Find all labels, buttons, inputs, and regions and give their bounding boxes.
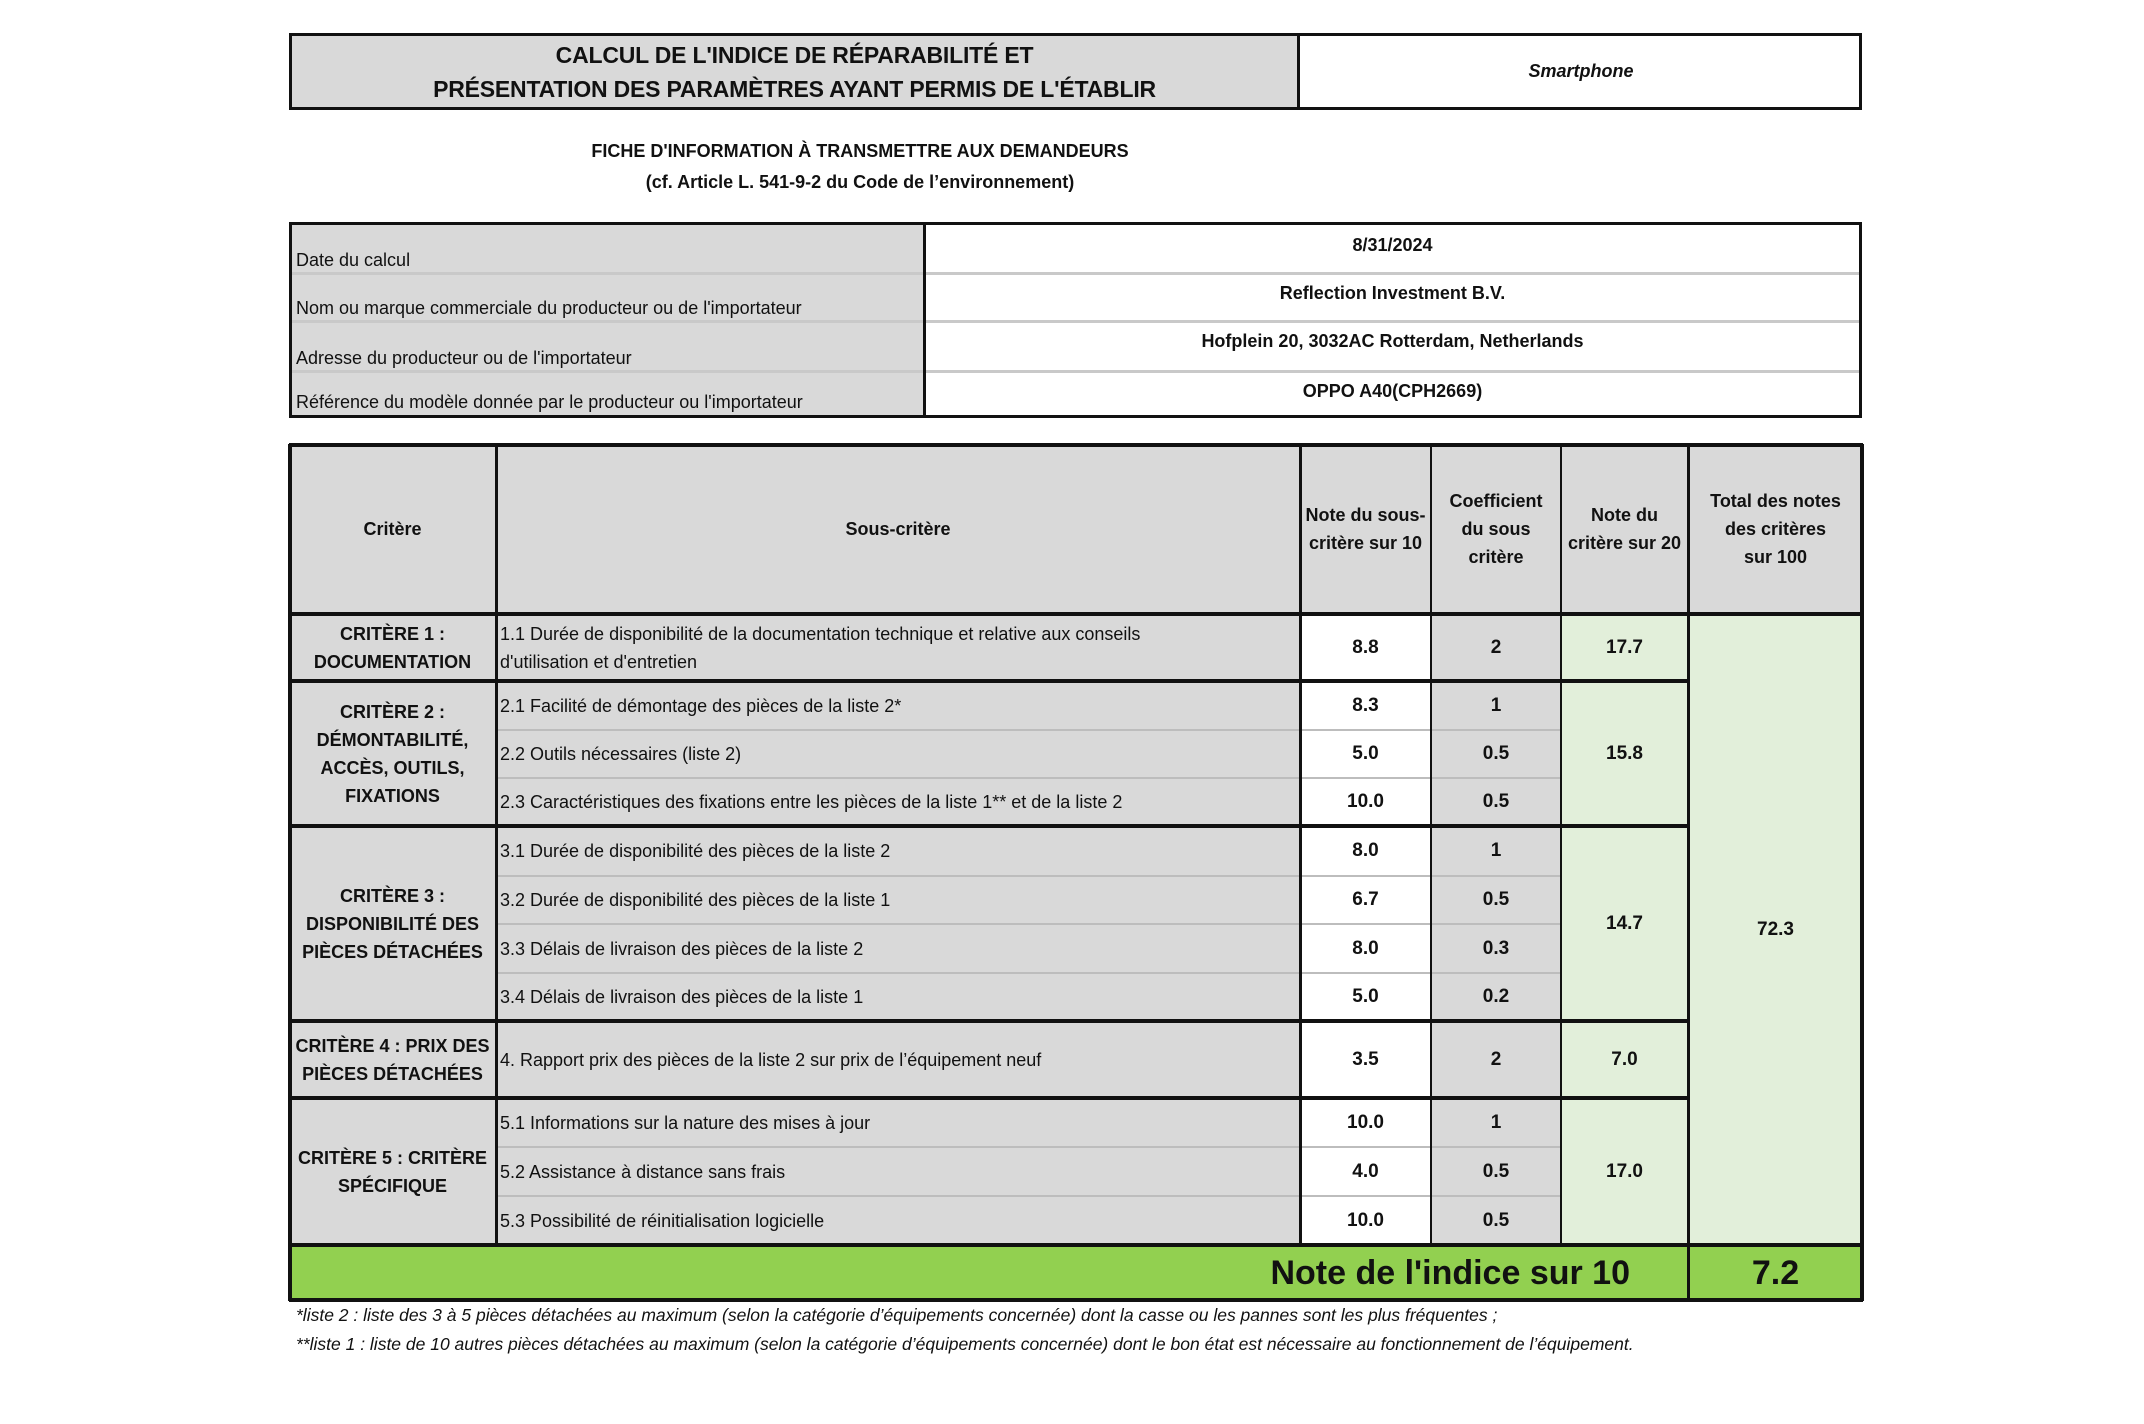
- subcriterion-text: 4. Rapport prix des pièces de la liste 2 sur prix de l’équipement neuf: [500, 1049, 1042, 1070]
- header-line: sur 100: [1743, 547, 1808, 567]
- criterion-label-line: SPÉCIFIQUE: [337, 1175, 448, 1196]
- subcriterion-coefficient: 2: [1431, 614, 1561, 681]
- subcriterion-label: [496, 730, 1300, 778]
- table-border: [495, 444, 498, 1245]
- subcriterion-text: 5.3 Possibilité de réinitialisation logicielle: [500, 1210, 825, 1231]
- criterion-label: [289, 1021, 496, 1098]
- header-criterion-score: [1561, 444, 1688, 614]
- criterion-label-line: FIXATIONS: [345, 785, 440, 806]
- subcriterion-label: [496, 973, 1300, 1021]
- footnote-list-1: **liste 1 : liste de 10 autres pièces détachées au maximum (selon la catégorie d’équipements concernée) dont le bon état est nécessaire au fonctionnement de l’équipement.: [296, 1334, 1634, 1354]
- subcriterion-score: 10.0: [1300, 778, 1431, 826]
- subcriterion-text: d'utilisation et d'entretien: [500, 651, 697, 672]
- subcriterion-coefficient: 0.5: [1431, 1147, 1561, 1196]
- criterion-label-line: DÉMONTABILITÉ,: [316, 729, 469, 750]
- subcriterion-coefficient: 1: [1431, 1098, 1561, 1147]
- criterion-label-line: CRITÈRE 4 : PRIX DES: [295, 1035, 490, 1056]
- subcriterion-coefficient: 0.5: [1431, 778, 1561, 826]
- subcriterion-coefficient: 0.5: [1431, 730, 1561, 778]
- header-total: [1688, 444, 1863, 614]
- table-border: [289, 824, 1688, 828]
- subcriterion-label: [496, 778, 1300, 826]
- table-border: [289, 679, 1688, 683]
- subcriterion-text: 3.3 Délais de livraison des pièces de la liste 2: [500, 938, 864, 959]
- table-border: [289, 1096, 1688, 1100]
- criterion-score: 7.0: [1561, 1021, 1688, 1098]
- subcriterion-score: 8.0: [1300, 826, 1431, 876]
- row-divider: [496, 777, 1561, 779]
- subcriterion-text: 3.1 Durée de disponibilité des pièces de la liste 2: [500, 841, 891, 861]
- criterion-score: 17.7: [1561, 614, 1688, 681]
- info-row: [292, 321, 1859, 371]
- header-line: du sous: [1461, 519, 1531, 539]
- criterion-score: 15.8: [1561, 681, 1688, 826]
- title-line-1: CALCUL DE L'INDICE DE RÉPARABILITÉ ET: [555, 41, 1034, 68]
- subcriterion-score: 4.0: [1300, 1147, 1431, 1196]
- criterion-label-line: PIÈCES DÉTACHÉES: [302, 941, 483, 962]
- subcriterion-coefficient: 0.5: [1431, 876, 1561, 924]
- subcriterion-coefficient: 0.2: [1431, 973, 1561, 1021]
- table-border: [1560, 444, 1562, 1245]
- subcriterion-label: [496, 614, 1300, 681]
- header-line: Total des notes: [1710, 491, 1841, 511]
- page-title: [292, 36, 1300, 107]
- subcriterion-coefficient: 1: [1431, 826, 1561, 876]
- table-border: [289, 1298, 1863, 1302]
- header-line: des critères: [1724, 519, 1827, 539]
- info-table: [289, 222, 1862, 418]
- subtitle-line-1: FICHE D'INFORMATION À TRANSMETTRE AUX DEMANDEURS: [591, 141, 1129, 161]
- subcriterion-score: 6.7: [1300, 876, 1431, 924]
- subcriterion-score: 5.0: [1300, 730, 1431, 778]
- subcriterion-label: [496, 1196, 1300, 1245]
- criterion-score: 14.7: [1561, 826, 1688, 1021]
- subcriterion-label: [496, 1098, 1300, 1147]
- info-row: [292, 225, 1859, 273]
- header-line: Coefficient: [1449, 491, 1543, 511]
- table-border: [289, 443, 1863, 447]
- subtitle: [560, 136, 1160, 198]
- info-value: Hofplein 20, 3032AC Rotterdam, Netherlands: [926, 321, 1859, 371]
- table-border: [289, 1243, 1863, 1247]
- subcriterion-score: 10.0: [1300, 1196, 1431, 1245]
- criterion-label: [289, 681, 496, 826]
- footnote-list-2: *liste 2 : liste des 3 à 5 pièces détachées au maximum (selon la catégorie d’équipements concernée) dont la casse ou les pannes sont les plus fréquentes ;: [296, 1305, 1498, 1325]
- repairability-table: [289, 444, 1863, 1301]
- subcriterion-text: 5.1 Informations sur la nature des mises à jour: [500, 1112, 871, 1133]
- total-score-100: 72.3: [1688, 614, 1863, 1245]
- row-divider: [292, 370, 1859, 373]
- criterion-label: [289, 1098, 496, 1245]
- table-border: [289, 612, 1863, 616]
- info-label: Date du calcul: [292, 225, 923, 273]
- subcriterion-score: 8.0: [1300, 924, 1431, 973]
- subcriterion-label: [496, 1021, 1300, 1098]
- subcriterion-score: 8.3: [1300, 681, 1431, 730]
- criterion-label-line: CRITÈRE 2 :: [339, 701, 445, 722]
- info-label: Nom ou marque commerciale du producteur ou de l'importateur: [292, 273, 923, 321]
- info-row: [292, 273, 1859, 321]
- subcriterion-coefficient: 1: [1431, 681, 1561, 730]
- header-line: critère: [1468, 547, 1524, 567]
- header-criterion: Critère: [289, 444, 496, 614]
- row-divider: [292, 320, 1859, 323]
- index-score: 7.2: [1688, 1245, 1863, 1301]
- table-border: [288, 444, 292, 1301]
- table-border: [289, 1019, 1688, 1023]
- criterion-label-line: CRITÈRE 1 :: [339, 623, 445, 644]
- table-border: [1860, 444, 1864, 1301]
- row-divider: [496, 972, 1561, 974]
- header-coefficient: [1431, 444, 1561, 614]
- criterion-label-line: PIÈCES DÉTACHÉES: [302, 1063, 483, 1084]
- criterion-label: [289, 614, 496, 681]
- header-line: critère sur 20: [1567, 533, 1682, 553]
- row-divider: [496, 1195, 1561, 1197]
- header-line: Note du sous-: [1305, 505, 1426, 525]
- product-category: Smartphone: [1303, 36, 1859, 107]
- header-line: Note du: [1591, 505, 1658, 525]
- info-row: [292, 371, 1859, 415]
- subcriterion-label: [496, 876, 1300, 924]
- header-sub-score: [1300, 444, 1431, 614]
- subcriterion-label: [496, 826, 1300, 876]
- subcriterion-text: 2.3 Caractéristiques des fixations entre les pièces de la liste 1** et de la liste 2: [500, 792, 1123, 812]
- header-line: critère sur 10: [1308, 533, 1423, 553]
- table-border: [1299, 444, 1302, 1245]
- subtitle-line-2: (cf. Article L. 541-9-2 du Code de l’environnement): [645, 172, 1075, 192]
- criterion-label-line: CRITÈRE 5 : CRITÈRE: [297, 1147, 488, 1168]
- criterion-label-line: ACCÈS, OUTILS,: [320, 757, 465, 778]
- subcriterion-text: 3.4 Délais de livraison des pièces de la liste 1: [500, 987, 864, 1007]
- criterion-label-line: DOCUMENTATION: [313, 651, 472, 672]
- subcriterion-label: [496, 681, 1300, 730]
- subcriterion-coefficient: 0.5: [1431, 1196, 1561, 1245]
- subcriterion-label: [496, 1147, 1300, 1196]
- criterion-label-line: DISPONIBILITÉ DES: [305, 913, 480, 934]
- table-border: [1687, 444, 1690, 1301]
- row-divider: [496, 729, 1561, 731]
- row-divider: [292, 272, 1859, 275]
- criterion-label-line: CRITÈRE 3 :: [339, 885, 445, 906]
- subcriterion-text: 3.2 Durée de disponibilité des pièces de la liste 1: [500, 890, 891, 910]
- subcriterion-label: [496, 924, 1300, 973]
- criterion-label: [289, 826, 496, 1021]
- subcriterion-score: 10.0: [1300, 1098, 1431, 1147]
- subcriterion-coefficient: 2: [1431, 1021, 1561, 1098]
- criterion-score: 17.0: [1561, 1098, 1688, 1245]
- subcriterion-coefficient: 0.3: [1431, 924, 1561, 973]
- subcriterion-text: 2.2 Outils nécessaires (liste 2): [500, 744, 742, 764]
- subcriterion-score: 3.5: [1300, 1021, 1431, 1098]
- column-divider: [923, 225, 926, 415]
- index-label: Note de l'indice sur 10: [289, 1245, 1688, 1301]
- row-divider: [496, 923, 1561, 925]
- subcriterion-text: 1.1 Durée de disponibilité de la documentation technique et relative aux conseils: [500, 623, 1141, 644]
- table-border: [1430, 444, 1432, 1245]
- info-value: OPPO A40(CPH2669): [926, 371, 1859, 415]
- row-divider: [496, 875, 1561, 877]
- subcriterion-score: 5.0: [1300, 973, 1431, 1021]
- subcriterion-text: 5.2 Assistance à distance sans frais: [500, 1161, 786, 1182]
- info-value: Reflection Investment B.V.: [926, 273, 1859, 321]
- subcriterion-score: 8.8: [1300, 614, 1431, 681]
- info-value: 8/31/2024: [926, 225, 1859, 273]
- title-line-2: PRÉSENTATION DES PARAMÈTRES AYANT PERMIS DE L'ÉTABLIR: [433, 75, 1156, 102]
- header-subcriterion: Sous-critère: [496, 444, 1300, 614]
- info-label: Référence du modèle donnée par le producteur ou l'importateur: [292, 371, 923, 415]
- title-box: [289, 33, 1862, 110]
- info-label: Adresse du producteur ou de l'importateur: [292, 321, 923, 371]
- subcriterion-text: 2.1 Facilité de démontage des pièces de la liste 2*: [500, 695, 902, 716]
- row-divider: [496, 1146, 1561, 1148]
